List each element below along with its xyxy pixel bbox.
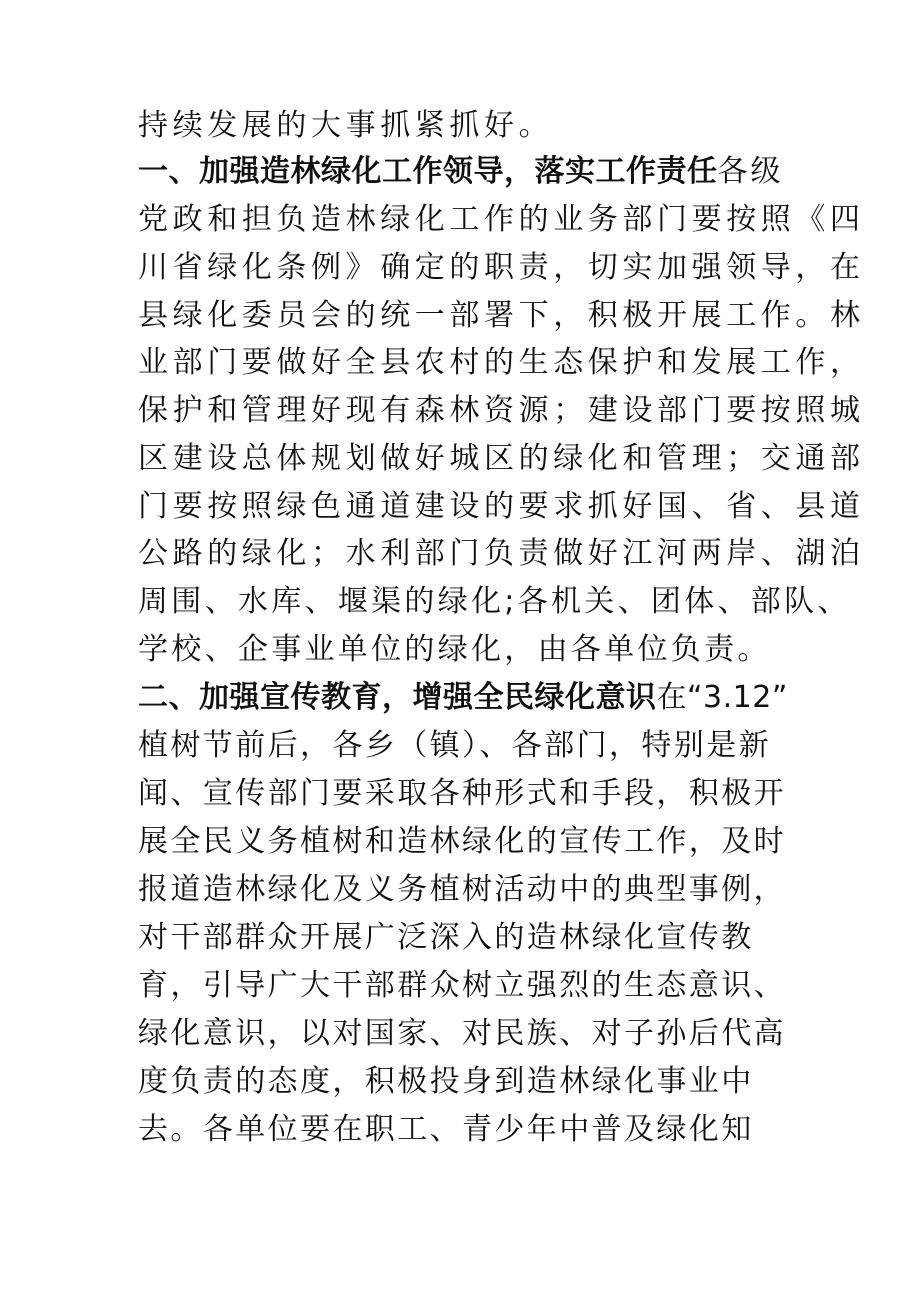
line-text: 育，引导广大干部群众树立强烈的生态意识、 bbox=[138, 968, 786, 1003]
line-text: 持续发展的大事抓紧抓好。 bbox=[138, 108, 554, 143]
line-text: 展全民义务植树和造林绿化的宣传工作，及时 bbox=[138, 824, 786, 859]
line-text: 保护和管理好现有森林资源；建设部门要按照城 bbox=[138, 393, 865, 428]
text-line bbox=[138, 103, 553, 149]
line-text: 县绿化委员会的统一部署下，积极开展工作。林 bbox=[138, 298, 865, 333]
text-line bbox=[138, 531, 865, 577]
section-heading-1: 一、加强造林绿化工作领导，落实工作责任 bbox=[138, 154, 718, 189]
text-line bbox=[138, 436, 865, 482]
section-heading-line bbox=[138, 149, 784, 195]
line-text: 周围、水库、堰渠的绿化;各机关、团体、部队、 bbox=[138, 584, 851, 619]
line-text: 各级 bbox=[717, 154, 784, 189]
section-heading-2: 二、加强宣传教育，增强全民绿化意识 bbox=[138, 680, 657, 715]
line-text: 门要按照绿色通道建设的要求抓好国、省、县道 bbox=[138, 489, 865, 524]
text-line bbox=[138, 245, 865, 291]
text-line bbox=[138, 579, 851, 625]
text-line bbox=[138, 723, 771, 769]
text-line bbox=[138, 915, 754, 961]
text-line bbox=[138, 197, 865, 243]
text-line bbox=[138, 1059, 754, 1105]
line-text: 公路的绿化；水利部门负责做好江河两岸、湖泊 bbox=[138, 536, 865, 571]
line-text: 闻、宣传部门要采取各种形式和手段，积极开 bbox=[138, 776, 786, 811]
text-line bbox=[138, 627, 771, 673]
line-text: 报道造林绿化及义务植树活动中的典型事例， bbox=[138, 872, 786, 907]
text-line bbox=[138, 293, 865, 339]
line-text: 对干部群众开展广泛深入的造林绿化宣传教 bbox=[138, 920, 754, 955]
line-text: 川省绿化条例》确定的职责，切实加强领导，在 bbox=[138, 250, 865, 285]
line-text: 业部门要做好全县农村的生态保护和发展工作， bbox=[138, 345, 865, 380]
line-text: 植树节前后，各乡（镇）、各部门，特别是新 bbox=[138, 728, 771, 763]
line-text: 去。各单位要在职工、青少年中普及绿化知 bbox=[138, 1112, 754, 1147]
line-text: 学校、企事业单位的绿化，由各单位负责。 bbox=[138, 632, 771, 667]
text-line bbox=[138, 771, 786, 817]
text-line bbox=[138, 819, 786, 865]
text-line bbox=[138, 388, 865, 434]
text-line bbox=[138, 1107, 754, 1153]
text-line bbox=[138, 484, 865, 530]
text-line bbox=[138, 963, 786, 1009]
line-text: 党政和担负造林绿化工作的业务部门要按照《四 bbox=[138, 202, 865, 237]
line-text: 在“3.12” bbox=[656, 680, 788, 715]
line-text: 度负责的态度，积极投身到造林绿化事业中 bbox=[138, 1064, 754, 1099]
line-text: 区建设总体规划做好城区的绿化和管理；交通部 bbox=[138, 441, 865, 476]
text-line bbox=[138, 867, 786, 913]
line-text: 绿化意识，以对国家、对民族、对子孙后代高 bbox=[138, 1016, 786, 1051]
text-line bbox=[138, 340, 865, 386]
section-heading-line bbox=[138, 675, 788, 721]
text-line bbox=[138, 1011, 786, 1057]
